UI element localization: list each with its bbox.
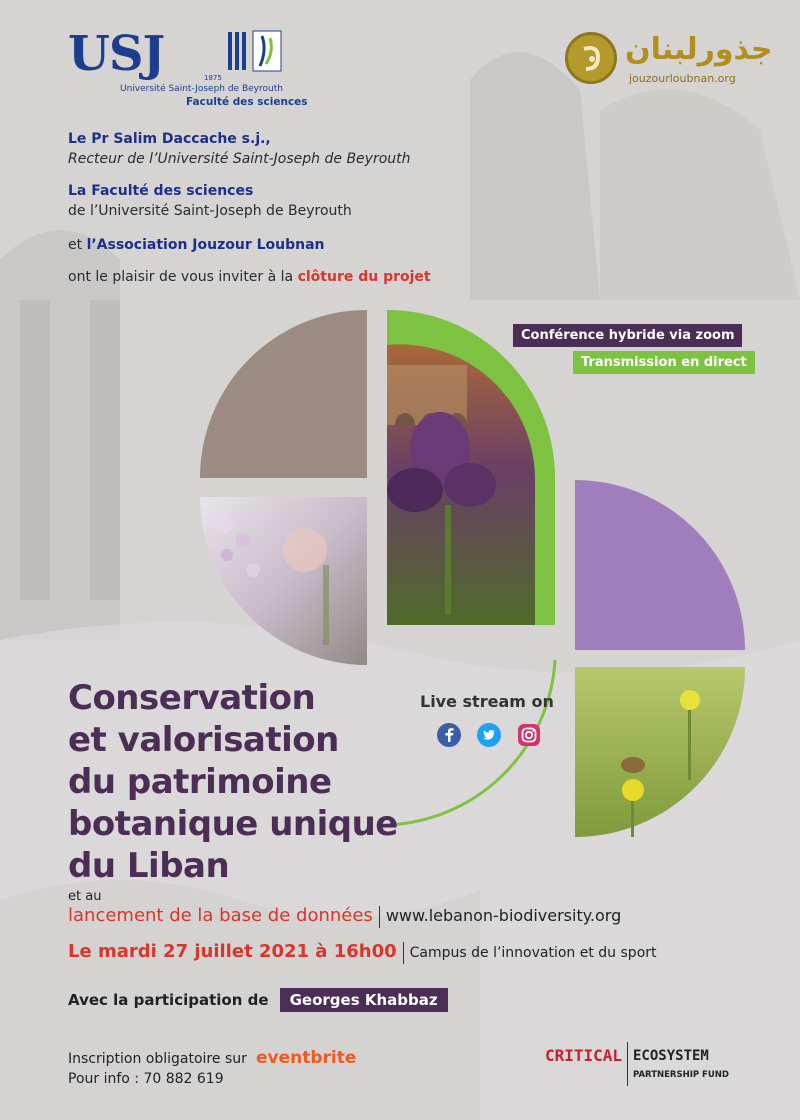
title-line-1: Conservation — [68, 678, 316, 718]
launch-text: lancement de la base de données — [68, 905, 373, 926]
faculty-emblem-icon — [252, 30, 282, 72]
cepf-fund: PARTNERSHIP FUND — [633, 1070, 729, 1080]
closing-highlight: clôture du projet — [297, 269, 431, 285]
date-line — [68, 941, 657, 964]
launch-line — [68, 905, 621, 928]
registration-line — [68, 1048, 356, 1068]
rector-name: Le Pr Salim Daccache s.j., — [68, 131, 271, 147]
participation-text: Avec la participation de — [68, 991, 269, 1009]
cepf-critical: CRITICAL — [545, 1046, 623, 1065]
usj-acronym: USJ — [68, 26, 165, 82]
registration-text: Inscription obligatoire sur — [68, 1051, 247, 1067]
info-phone: Pour info : 70 882 619 — [68, 1071, 224, 1087]
invitation-line-4 — [68, 268, 431, 286]
title-line-3: du patrimoine — [68, 762, 332, 802]
facebook-icon[interactable] — [436, 722, 462, 748]
bee-photo-quarter — [575, 667, 745, 837]
eventbrite-link[interactable]: eventbrite — [255, 1048, 357, 1068]
faculty-org: de l’Université Saint-Joseph de Beyrouth — [68, 203, 352, 219]
cepf-ecosystem: ECOSYSTEM — [633, 1048, 709, 1064]
invitation-text: ont le plaisir de vous inviter à la — [68, 269, 298, 285]
event-venue: Campus de l’innovation et du sport — [409, 945, 657, 961]
jouzour-arabic-name: جذورلبنان — [625, 32, 773, 67]
violet-quarter-shape — [575, 480, 745, 650]
separator — [379, 906, 380, 928]
participant-badge: Georges Khabbaz — [280, 988, 448, 1012]
title-line-2: et valorisation — [68, 720, 339, 760]
conference-tag: Conférence hybride via zoom — [513, 324, 742, 347]
usj-year: 1875 — [204, 74, 222, 82]
invitation-line-3 — [68, 236, 325, 254]
separator — [403, 942, 404, 964]
cepf-logo — [545, 1042, 745, 1092]
jouzour-loubnan-logo — [565, 30, 773, 90]
invitation-line-1 — [68, 130, 271, 148]
usj-cedar-mark-icon — [226, 30, 248, 72]
social-icons — [436, 722, 546, 748]
cepf-divider — [627, 1042, 628, 1086]
usj-faculty-name: Faculté des sciences — [186, 96, 308, 108]
invitation-line-2 — [68, 182, 253, 200]
participation-line — [68, 988, 448, 1012]
title-line-4: botanique unique — [68, 804, 398, 844]
association-name: l’Association Jouzour Loubnan — [86, 237, 325, 253]
website-link[interactable]: www.lebanon-biodiversity.org — [385, 906, 622, 925]
title-line-5: du Liban — [68, 846, 230, 886]
and-prefix: et — [68, 237, 87, 253]
usj-university-name: Université Saint-Joseph de Beyrouth — [120, 84, 283, 94]
rector-role: Recteur de l’Université Saint-Joseph de Beyrouth — [68, 151, 411, 167]
jouzour-emblem-icon — [565, 32, 617, 84]
and-text: et au — [68, 889, 102, 904]
instagram-icon[interactable] — [516, 722, 542, 748]
event-date: Le mardi 27 juillet 2021 à 16h00 — [68, 941, 397, 962]
live-stream-label: Live stream on — [420, 692, 554, 711]
twitter-icon[interactable] — [476, 722, 502, 748]
taupe-quarter-shape — [200, 310, 367, 478]
usj-logo — [68, 26, 308, 108]
faculty-name: La Faculté des sciences — [68, 183, 254, 199]
transmission-tag: Transmission en direct — [573, 351, 755, 374]
jouzour-url: jouzourloubnan.org — [629, 72, 736, 85]
